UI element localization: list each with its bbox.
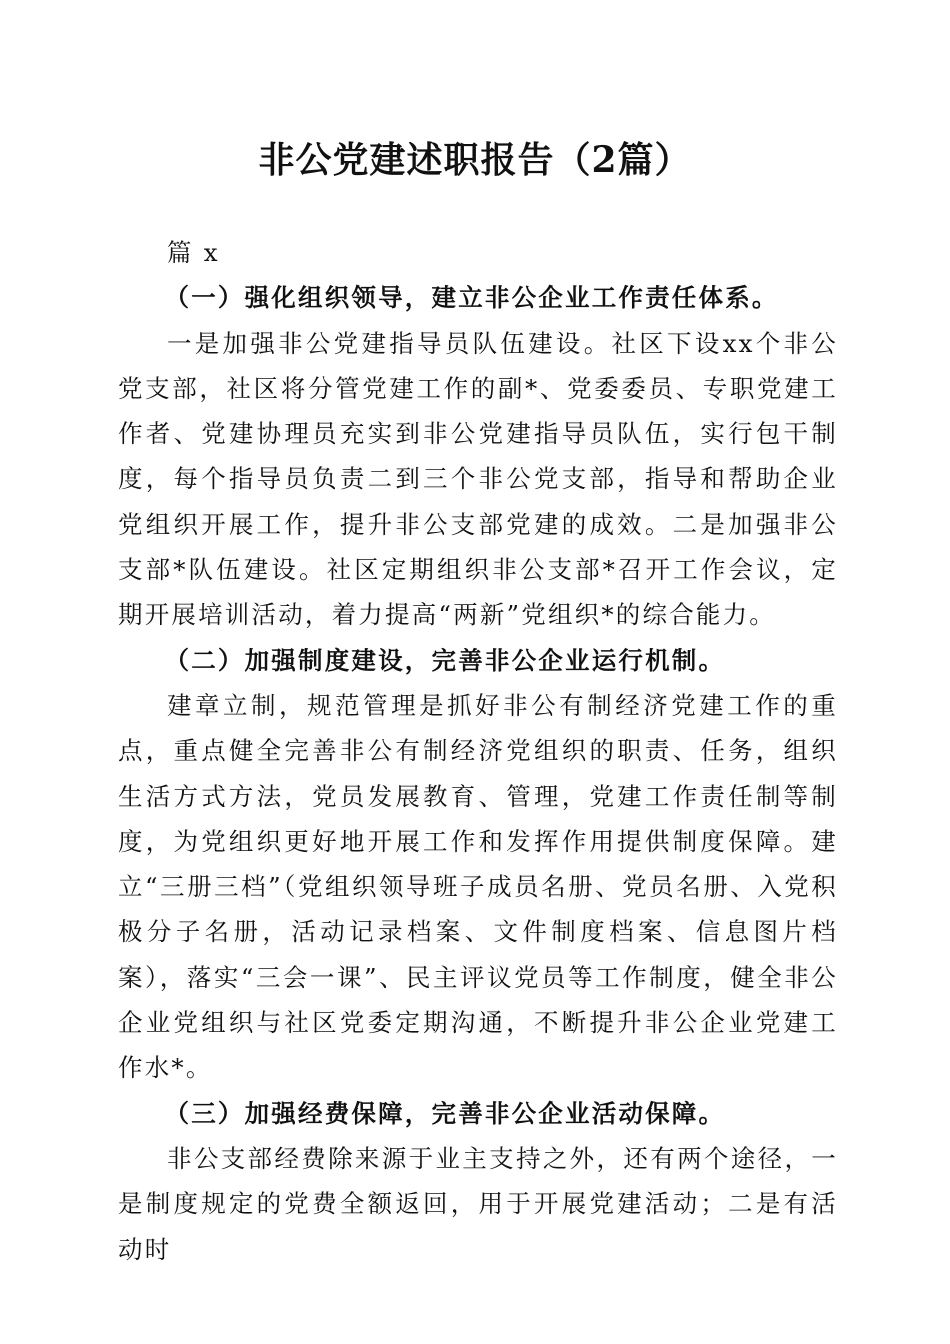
- document-title: 非公党建述职报告（2篇）: [258, 139, 692, 181]
- paragraph-1: 一是加强非公党建指导员队伍建设。社区下设xx个非公党支部，社区将分管党建工作的副*、党委委员、专职党建工作者、党建协理员充实到非公党建指导员队伍，实行包干制度，每个指导员负责二到三个非公党支部，指导和帮助企业党组织开展工作，提升非公支部党建的成效。二是加强非公支部*队伍建设。社区定期组织非公支部*召开工作会议，定期开展培训活动，着力提高“两新”党组织*的综合能力。: [118, 328, 838, 630]
- paragraph-2: 建章立制，规范管理是抓好非公有制经济党建工作的重点，重点健全完善非公有制经济党组织的职责、任务，组织生活方式方法，党员发展教育、管理，党建工作责任制等制度，为党组织更好地开展工作和发挥作用提供制度保障。建立“三册三档”（党组织领导班子成员名册、党员名册、入党积极分子名册，活动记录档案、文件制度档案、信息图片档案），落实“三会一课”、民主评议党员等工作制度，健全非公企业党组织与社区党委定期沟通，不断提升非公企业党建工作水*。: [118, 690, 838, 1083]
- section-heading-1: （一）强化组织领导，建立非公企业工作责任体系。: [164, 283, 779, 313]
- paragraph-3: 非公支部经费除来源于业主支持之外，还有两个途径，一是制度规定的党费全额返回，用于开展党建活动；二是有活动时: [118, 1143, 838, 1264]
- document-body: [118, 230, 838, 1272]
- section-heading-3: （三）加强经费保障，完善非公企业活动保障。: [164, 1098, 726, 1128]
- section-label: 篇 x: [167, 238, 220, 267]
- section-heading-2: （二）加强制度建设，完善非公企业运行机制。: [164, 645, 726, 675]
